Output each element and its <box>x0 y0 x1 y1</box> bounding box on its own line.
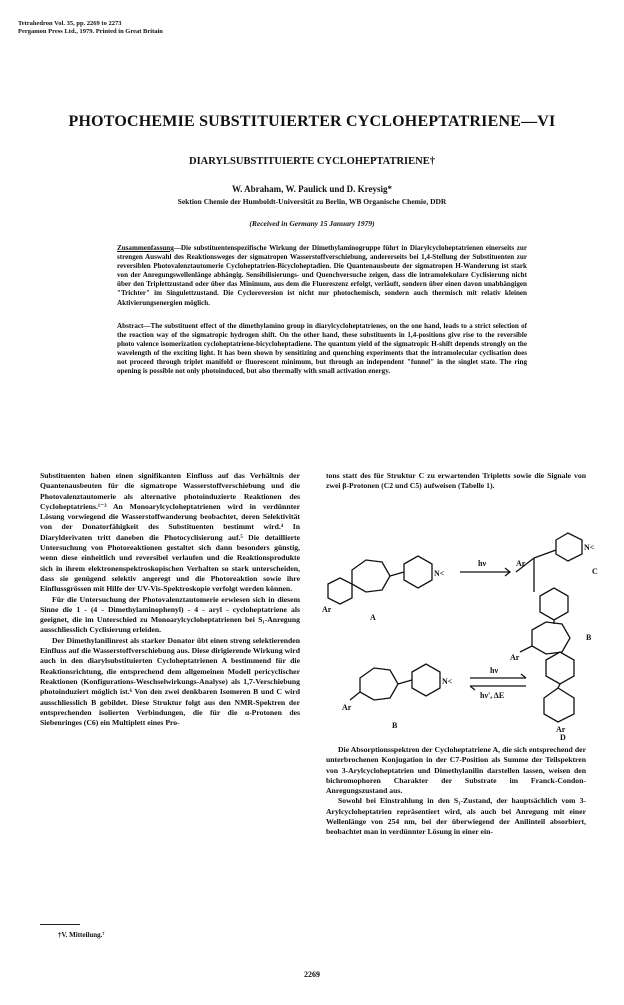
reaction-scheme <box>320 500 610 740</box>
ar-label: Ar <box>556 725 566 734</box>
compound-d-structure <box>544 652 574 722</box>
journal-citation: Tetrahedron Vol. 35, pp. 2269 to 2273 <box>18 20 122 27</box>
paragraph: tons statt des für Struktur C zu erwartenden Tripletts sowie die Signale von zwei β-Protonen (C2 und C5) aufweisen (Tabelle 1). <box>326 471 586 491</box>
authors: W. Abraham, W. Paulick und D. Kreysig* <box>231 184 393 194</box>
ar-label: Ar <box>322 605 332 614</box>
ar-label: Ar <box>516 559 526 568</box>
hv-reverse-label: hν', ΔE <box>480 691 505 700</box>
nme2-label: N< <box>442 677 453 686</box>
paper-title: PHOTOCHEMIE SUBSTITUIERTER CYCLOHEPTATRIENE—VI <box>68 113 556 130</box>
compound-label-b: B <box>586 633 592 642</box>
compound-label-d: D <box>560 733 566 740</box>
journal-header <box>18 20 163 36</box>
abstract-german <box>117 244 527 308</box>
journal-publisher: Pergamon Press Ltd., 1979. Printed in Great Britain <box>18 28 163 35</box>
paragraph: Substituenten haben einen signifikanten Einfluss auf das Verhältnis der Quantenausbeuten für die sigmatrope Wasserstoffverschiebung und die Photovalenztautomerie als alternative photoinduzierte Reaktionen des Cycloheptatriens.¹⁻³ An Monoarylcycloheptatrienen wird in verdünnter Lösung vorwiegend die Wasserstoffwanderung beobachtet, deren Selektivität von der Donatorfähigkeit des Substituenten bestimmt wird.⁴ In Diarylderivaten tritt daneben die Photocyclisierung auf.⁵ Die detaillierte Untersuchung von Photoreaktionen gestaltet sich dann besonders günstig, wenn diese einheitlich und reversibel verlaufen und die Reaktionsprodukte sich in ihrem elektronenspektroskopischen Verhalten so stark unterscheiden, dass sie genügend selektiv angeregt und die Photoreaktion sowie ihre Einflussgrössen mit Hilfe der UV-Vis-Spektroskopie verfolgt werden können. <box>40 471 300 594</box>
left-column <box>40 471 300 728</box>
paragraph: Die Absorptionsspektren der Cycloheptatriene A, die sich entsprechend der unterbrochenen Konjugation in der C7-Position als Summe der Teilspektren von 3-Arylcycloheptatrien und Dimethylanilin darstellen lassen, weisen den bichromophoren Charakter der Substrate im Franck-Condon-Anregungszustand aus. <box>326 745 586 796</box>
footnote-divider <box>40 924 80 925</box>
affiliation: Sektion Chemie der Humboldt-Universität zu Berlin, WB Organische Chemie, DDR <box>177 197 447 206</box>
abstract-german-text: —Die substituentenspezifische Wirkung der Dimethylaminogruppe führt in Diarylcycloheptatrienen einerseits zur strengen Auswahl des Reaktionsweges der sigmatropen Wasserstoffverschiebung, andererseits bei 1,4-Stellung der Substituenten zur reversiblen Photovalenztautomerie Cycloheptatrien-Bicycloheptadien. Die Quantenausbeute der sigmatropen H-Wanderung ist stark von der Anregungswellenlänge abhängig. Sensibilisierungs- und Quenchversuche zeigen, dass die intramolekulare Cyclisierung nicht über den Triplettzustand oder über das Minimum, aus dem die Fluoreszenz erfolgt, verläuft, sondern über einen davon unabhängigen "Trichter" im Singulettzustand. Die Cycloreversion ist nicht nur photochemisch, sondern auch thermisch mit relativ kleinen Aktivierungsenergien möglich. <box>117 244 527 307</box>
paper-subtitle: DIARYLSUBSTITUIERTE CYCLOHEPTATRIENE† <box>189 156 435 167</box>
paragraph: Der Dimethylanilinrest als starker Donator übt einen streng selektierenden Einfluss auf die Wasserstoffverschiebung aus. Diese dirigierende Wirkung wird auch in den diarylsubstituierten Cycloheptatrienen A bestimmend für die Reaktionsrichtung, die entsprechend dem allgemeinen Modell pericyclischer Reaktionen (Konfigurations-Weschselwirkungs-Analyse) als 1,7-Verschiebung photoinduziert möglich ist.⁶ Von den zwei denkbaren Isomeren B und C wird ausschliesslich B gebildet. Diese Struktur folgt aus den NMR-Spektren der entsprechenden isolierten Verbindungen, die für die α-Protonen des Siebenringes (C6) ein Multiplett eines Pro- <box>40 635 300 728</box>
received-date: (Received in Germany 15 January 1979) <box>249 219 375 228</box>
paragraph: Für die Untersuchung der Photovalenztautomerie erwiesen sich in diesem Sinne die 1 - (4 - Dimethylaminophenyl) - 4 - aryl - cycloheptatriene als geeignet, die im Unterschied zu Monoarylcycloheptatrienen bei S₁-Anregung ausschliesslich Cyclisierung erleiden. <box>40 594 300 635</box>
nme2-label: N< <box>434 569 445 578</box>
compound-label-c: C <box>592 567 598 576</box>
abstract-english <box>117 322 527 377</box>
hv-label: hν <box>490 666 499 675</box>
ar-label: Ar <box>342 703 352 712</box>
paragraph: Sowohl bei Einstrahlung in den S₁-Zustand, der hauptsächlich vom 3-Arylcycloheptatrien repräsentiert wird, als auch bei Anregung mit einer Wellenlänge von 254 nm, bei der überwiegend der Anilinteil absorbiert, beobachtet man in verdünnter Lösung in einer ein- <box>326 796 586 837</box>
hv-label: hν <box>478 559 487 568</box>
page-number: 2269 <box>304 970 320 979</box>
footnote: †V. Mitteilung.⁷ <box>58 931 105 939</box>
abstract-english-text: —The substituent effect of the dimethylamino group in diarylcycloheptatrienes, on the one hand, leads to a strict selection of the reaction way of the sigmatropic hydrogen shift. On the other hand, these substituents in 1,4-positions give rise to the reversible photo valence isomerization cycloheptatriene-bicycloheptadiene. The quantum yield of the sigmatropic H-shift depends strongly on the wavelength of the exciting light. It has been shown by sensitizing and quenching experiments that the intramolecular cyclisation does not proceed through triplet manifold or fluorescent minimum, but through an independent "funnel" in the singlet state. The ring opening is possible not only photoinduced, but also thermally with small activation energy. <box>117 322 527 376</box>
right-column-bottom <box>326 745 586 838</box>
compound-b-structure <box>520 588 570 654</box>
compound-a-structure <box>328 556 432 604</box>
ar-label: Ar <box>510 653 520 662</box>
nme2-label: N< <box>584 543 595 552</box>
compound-label-a: A <box>370 613 376 622</box>
compound-b-lower-structure <box>350 664 440 700</box>
compound-label-b-lower: B <box>392 721 398 730</box>
abstract-english-lead: Abstract <box>117 322 144 330</box>
compound-c-structure <box>516 533 582 592</box>
right-column-top <box>326 471 586 492</box>
abstract-german-lead: Zusammenfassung <box>117 244 174 252</box>
